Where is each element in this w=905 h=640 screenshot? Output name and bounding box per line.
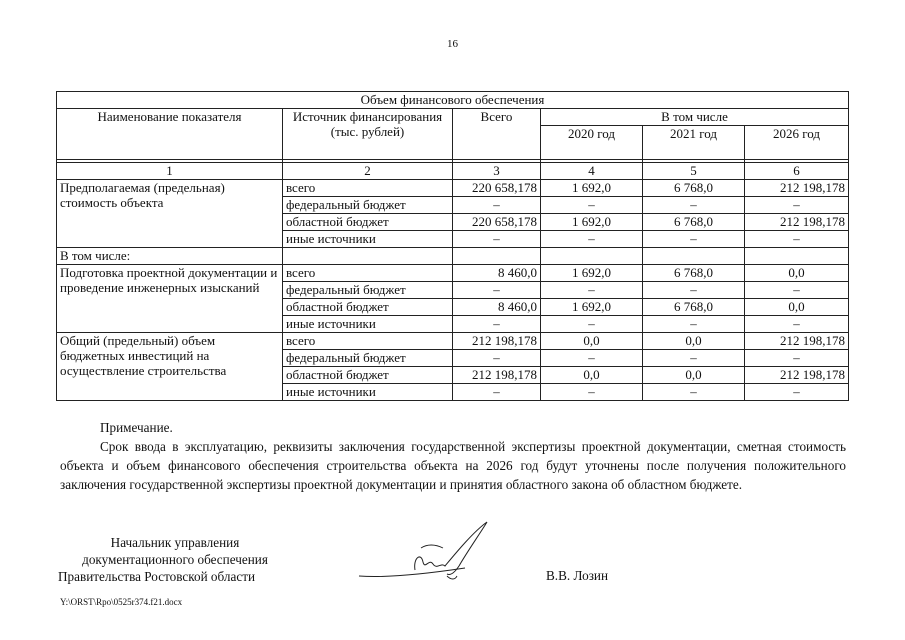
value-cell: 212 198,178 — [745, 214, 849, 231]
financing-table — [56, 91, 849, 401]
value-cell: 0,0 — [745, 265, 849, 282]
value-cell: – — [541, 350, 643, 367]
signatory-name: В.В. Лозин — [546, 568, 609, 583]
page-number: 16 — [447, 38, 458, 50]
col-number: 3 — [453, 163, 541, 180]
source-cell: областной бюджет — [283, 367, 453, 384]
col-number: 5 — [643, 163, 745, 180]
col-number: 1 — [57, 163, 283, 180]
section-name: Общий (предельный) объем бюджетных инвестиций на осуществление строительства — [57, 333, 283, 401]
header-total: Всего — [453, 109, 541, 160]
source-cell: иные источники — [283, 316, 453, 333]
value-cell: – — [643, 384, 745, 401]
value-cell: 220 658,178 — [453, 214, 541, 231]
value-cell: – — [643, 197, 745, 214]
value-cell: – — [643, 282, 745, 299]
value-cell: 1 692,0 — [541, 299, 643, 316]
table-row — [57, 248, 849, 265]
col-number: 6 — [745, 163, 849, 180]
source-cell: всего — [283, 265, 453, 282]
header-year-2021: 2021 год — [643, 126, 745, 160]
value-cell: 8 460,0 — [453, 299, 541, 316]
value-cell: – — [745, 384, 849, 401]
signatory-line-3: Правительства Ростовской области — [58, 569, 256, 584]
col-number: 2 — [283, 163, 453, 180]
value-cell: 0,0 — [643, 367, 745, 384]
value-cell: 8 460,0 — [453, 265, 541, 282]
value-cell: 6 768,0 — [643, 299, 745, 316]
note — [60, 418, 846, 494]
value-cell: – — [745, 282, 849, 299]
value-cell: 6 768,0 — [643, 214, 745, 231]
value-cell: 0,0 — [745, 299, 849, 316]
value-cell: 212 198,178 — [745, 333, 849, 350]
value-cell: – — [453, 316, 541, 333]
table-header-row — [57, 109, 849, 126]
signature-icon — [355, 518, 505, 588]
value-cell: 0,0 — [541, 333, 643, 350]
section-name: Подготовка проектной документации и проведение инженерных изысканий — [57, 265, 283, 333]
value-cell: 212 198,178 — [453, 367, 541, 384]
source-cell: всего — [283, 333, 453, 350]
value-cell: – — [745, 197, 849, 214]
source-cell: федеральный бюджет — [283, 282, 453, 299]
table-row — [57, 180, 849, 197]
value-cell: 1 692,0 — [541, 214, 643, 231]
table-col-number-row — [57, 163, 849, 180]
value-cell: – — [453, 350, 541, 367]
source-cell: федеральный бюджет — [283, 350, 453, 367]
source-cell: иные источники — [283, 231, 453, 248]
signatory-position — [60, 534, 290, 585]
value-cell: – — [541, 282, 643, 299]
value-cell: – — [745, 231, 849, 248]
table-row — [57, 333, 849, 350]
value-cell: – — [745, 316, 849, 333]
value-cell: 6 768,0 — [643, 265, 745, 282]
note-title: Примечание. — [100, 420, 173, 435]
value-cell: – — [541, 197, 643, 214]
value-cell: 0,0 — [541, 367, 643, 384]
value-cell: 212 198,178 — [745, 367, 849, 384]
source-cell: иные источники — [283, 384, 453, 401]
value-cell: – — [643, 231, 745, 248]
table-row — [57, 265, 849, 282]
header-year-2026: 2026 год — [745, 126, 849, 160]
header-year-2020: 2020 год — [541, 126, 643, 160]
header-indicator: Наименование показателя — [57, 109, 283, 160]
file-path: Y:\ORST\Rpo\0525r374.f21.docx — [60, 597, 183, 607]
value-cell: – — [453, 384, 541, 401]
value-cell: – — [643, 316, 745, 333]
group-header: Объем финансового обеспечения — [57, 92, 849, 109]
header-including: В том числе — [541, 109, 849, 126]
value-cell: – — [643, 350, 745, 367]
value-cell: 1 692,0 — [541, 265, 643, 282]
value-cell: – — [745, 350, 849, 367]
table-group-header-row — [57, 92, 849, 109]
col-number: 4 — [541, 163, 643, 180]
header-source: Источник финансирования (тыс. рублей) — [283, 109, 453, 160]
value-cell: – — [541, 231, 643, 248]
source-cell: областной бюджет — [283, 299, 453, 316]
value-cell: – — [453, 231, 541, 248]
signatory-line-2: документационного обеспечения — [82, 552, 268, 567]
value-cell: – — [453, 282, 541, 299]
value-cell: 6 768,0 — [643, 180, 745, 197]
value-cell: – — [541, 384, 643, 401]
value-cell: – — [541, 316, 643, 333]
value-cell: 212 198,178 — [453, 333, 541, 350]
subheading: В том числе: — [57, 248, 283, 265]
value-cell: 1 692,0 — [541, 180, 643, 197]
value-cell: 212 198,178 — [745, 180, 849, 197]
source-cell: федеральный бюджет — [283, 197, 453, 214]
note-text: Срок ввода в эксплуатацию, реквизиты заключения государственной экспертизы проектной документации, сметная стоимость объекта и объем финансового обеспечения строительства объекта на 2026 год будут уточнены после получения положительного заключения государственной экспертизы проектной документации и принятия областного закона об областном бюджете. — [60, 439, 846, 492]
value-cell: 220 658,178 — [453, 180, 541, 197]
signatory-line-1: Начальник управления — [110, 535, 240, 550]
source-cell: областной бюджет — [283, 214, 453, 231]
value-cell: – — [453, 197, 541, 214]
section-name: Предполагаемая (предельная) стоимость объекта — [57, 180, 283, 248]
value-cell: 0,0 — [643, 333, 745, 350]
source-cell: всего — [283, 180, 453, 197]
